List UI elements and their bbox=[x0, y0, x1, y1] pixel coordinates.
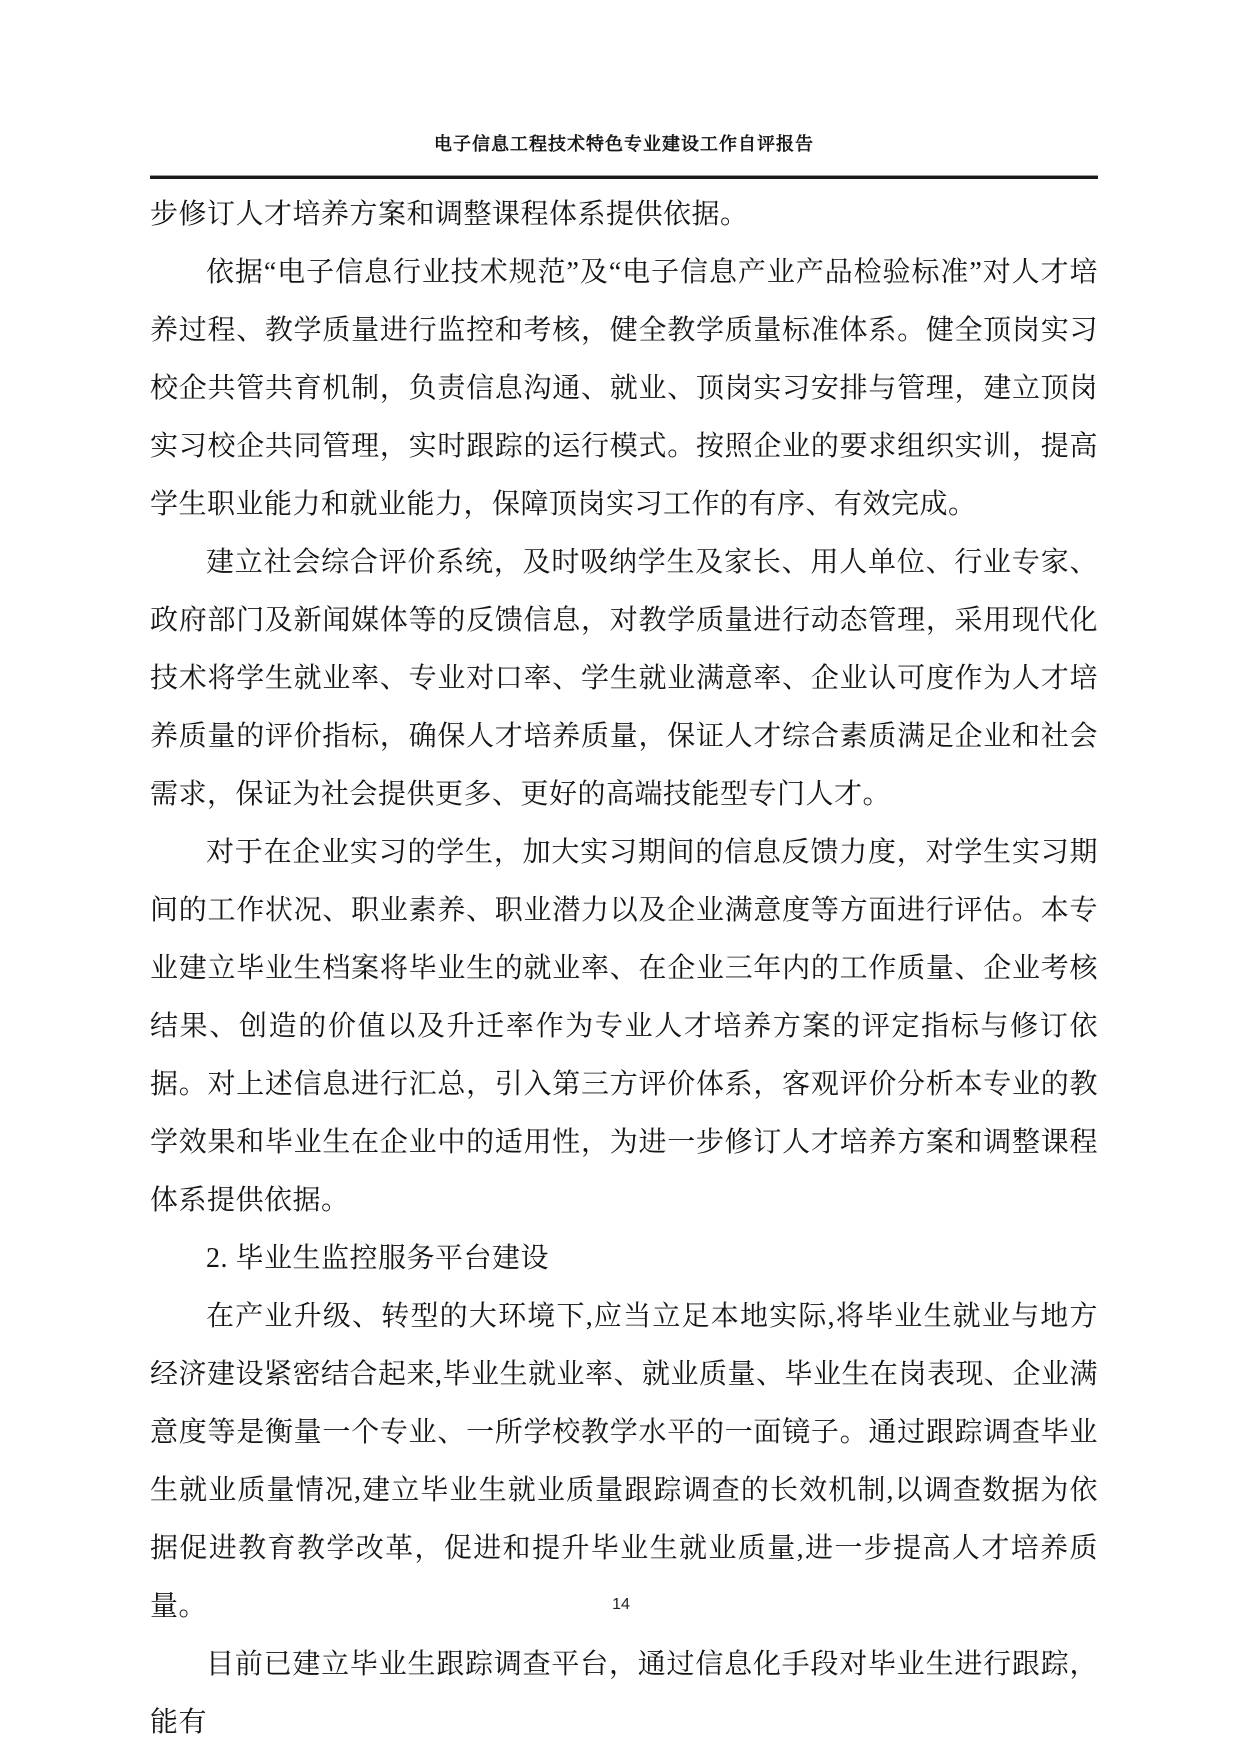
page-footer bbox=[0, 1596, 1242, 1614]
page-header bbox=[150, 130, 1098, 156]
header-rule bbox=[150, 175, 1098, 179]
body-paragraph: 依据“电子信息行业技术规范”及“电子信息产业产品检验标准”对人才培养过程、教学质量进行监控和考核，健全教学质量标准体系。健全顶岗实习校企共管共育机制，负责信息沟通、就业、顶岗实习安排与管理，建立顶岗实习校企共同管理，实时跟踪的运行模式。按照企业的要求组织实训，提高学生职业能力和就业能力，保障顶岗实习工作的有序、有效完成。 bbox=[150, 257, 1098, 520]
body-paragraph: 对于在企业实习的学生，加大实习期间的信息反馈力度，对学生实习期间的工作状况、职业素养、职业潜力以及企业满意度等方面进行评估。本专业建立毕业生档案将毕业生的就业率、在企业三年内的工作质量、企业考核结果、创造的价值以及升迁率作为专业人才培养方案的评定指标与修订依据。对上述信息进行汇总，引入第三方评价体系，客观评价分析本专业的教学效果和毕业生在企业中的适用性，为进一步修订人才培养方案和调整课程体系提供依据。 bbox=[150, 837, 1098, 1216]
body-paragraph: 在产业升级、转型的大环境下,应当立足本地实际,将毕业生就业与地方经济建设紧密结合起来,毕业生就业率、就业质量、毕业生在岗表现、企业满意度等是衡量一个专业、一所学校教学水平的一面镜子。通过跟踪调查毕业生就业质量情况,建立毕业生就业质量跟踪调查的长效机制,以调查数据为依据促进教育教学改革，促进和提升毕业生就业质量,进一步提高人才培养质量。 bbox=[150, 1301, 1099, 1622]
section-heading: 2. 毕业生监控服务平台建设 bbox=[206, 1243, 550, 1274]
header-title: 电子信息工程技术特色专业建设工作自评报告 bbox=[434, 134, 814, 154]
document-body bbox=[150, 186, 1098, 1752]
body-paragraph: 步修订人才培养方案和调整课程体系提供依据。 bbox=[150, 199, 749, 230]
page-number: 14 bbox=[612, 1596, 630, 1613]
body-paragraph: 建立社会综合评价系统，及时吸纳学生及家长、用人单位、行业专家、政府部门及新闻媒体等的反馈信息，对教学质量进行动态管理，采用现代化技术将学生就业率、专业对口率、学生就业满意率、企业认可度作为人才培养质量的评价指标，确保人才培养质量，保证人才综合素质满足企业和社会需求，保证为社会提供更多、更好的高端技能型专门人才。 bbox=[150, 547, 1098, 810]
body-paragraph: 目前已建立毕业生跟踪调查平台，通过信息化手段对毕业生进行跟踪，能有 bbox=[150, 1649, 1098, 1738]
